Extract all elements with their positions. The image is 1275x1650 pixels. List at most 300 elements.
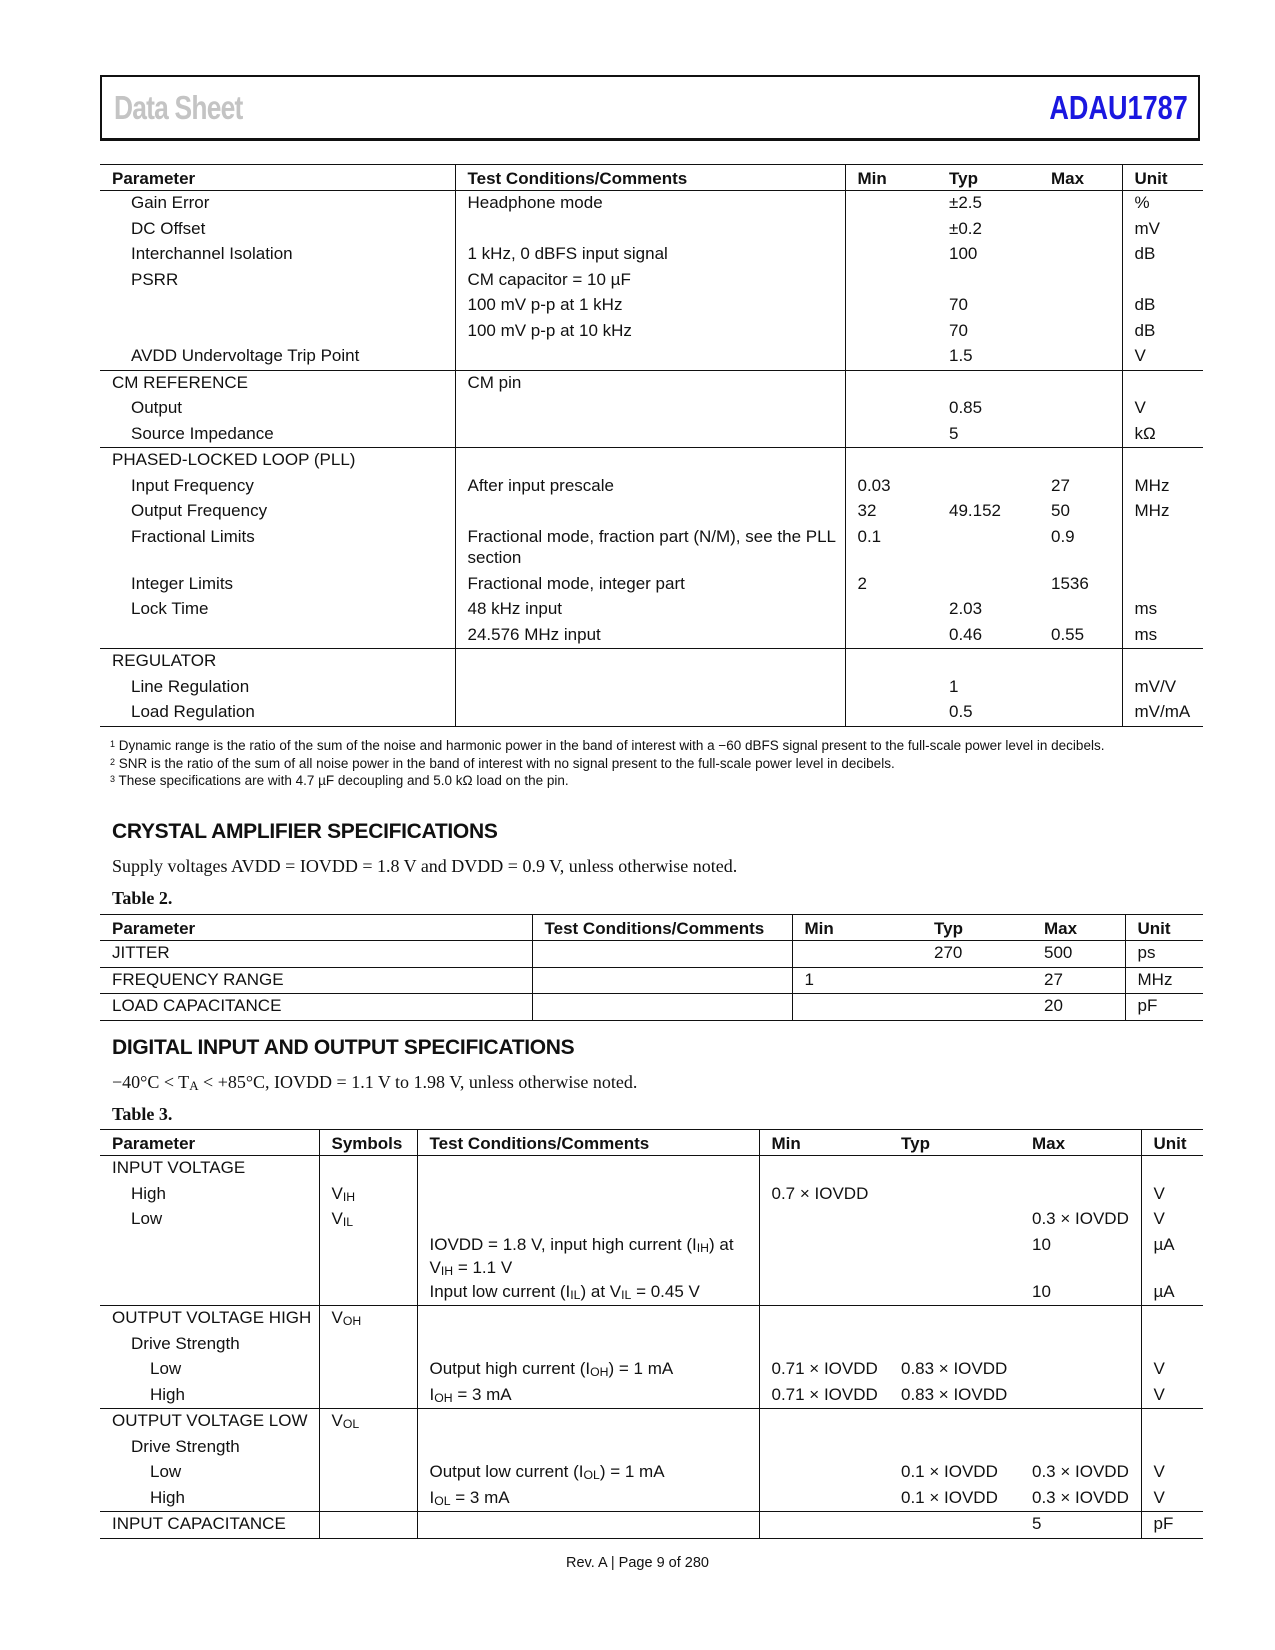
cond-cell (455, 422, 845, 448)
unit-cell: V (1141, 1486, 1203, 1512)
min-cell (845, 293, 937, 319)
footnote (110, 772, 1104, 790)
unit-cell: MHz (1122, 499, 1203, 525)
typ-cell (937, 448, 1039, 474)
min-cell: 0.71 × IOVDD (759, 1357, 889, 1383)
table-row (100, 474, 1203, 500)
max-cell: 0.3 × IOVDD (1032, 1462, 1129, 1481)
symbol-cell (319, 1460, 417, 1486)
unit-cell (1122, 525, 1203, 572)
max-cell: 0.3 × IOVDD (1032, 1487, 1129, 1507)
table-row (100, 525, 1203, 572)
symbol-cell (319, 1357, 417, 1383)
max-cell (1039, 370, 1122, 396)
unit-cell: ms (1122, 623, 1203, 649)
max-cell (1039, 217, 1122, 243)
typ-cell: 1 (949, 676, 959, 696)
max-cell: 0.55 (1051, 624, 1085, 644)
cond-subscript: OL (434, 1493, 451, 1508)
table-header-row (100, 165, 1203, 191)
cond-cell (417, 1486, 759, 1512)
unit-cell: µA (1141, 1233, 1203, 1280)
max-cell (1020, 1357, 1141, 1383)
cond-text: I (429, 1384, 435, 1404)
param-cell: Gain Error (131, 193, 210, 212)
col-header: Unit (1125, 915, 1203, 941)
col-header: Symbols (319, 1130, 417, 1156)
cond-cell (532, 941, 792, 968)
typ-cell: 70 (949, 295, 968, 314)
cond-cell (417, 1156, 759, 1182)
typ-cell (889, 1435, 1020, 1461)
param-cell: Low (131, 1209, 163, 1228)
text-subscript: A (189, 1078, 199, 1093)
min-cell (845, 448, 937, 474)
unit-cell: pF (1141, 1512, 1203, 1539)
max-cell (1039, 344, 1122, 370)
cond-cell: 100 mV p-p at 10 kHz (455, 319, 845, 345)
min-cell (759, 1156, 889, 1182)
unit-cell: ms (1122, 597, 1203, 623)
footnote-text: SNR is the ratio of the sum of all noise power in the band of interest with no signal present to the full-scale power level in decibels. (118, 755, 895, 771)
min-cell: 0.7 × IOVDD (759, 1182, 889, 1208)
cond-subscript: IH (440, 1263, 454, 1278)
param-cell: Output Frequency (131, 501, 268, 520)
param-cell: PHASED-LOCKED LOOP (PLL) (100, 448, 455, 474)
unit-cell: V (1122, 396, 1203, 422)
param-cell (100, 319, 455, 345)
min-cell (845, 370, 937, 396)
param-cell (100, 623, 455, 649)
unit-cell: V (1122, 344, 1203, 370)
param-cell: LOAD CAPACITANCE (100, 994, 532, 1021)
unit-cell: dB (1122, 293, 1203, 319)
cond-subscript: OH (434, 1390, 453, 1405)
cond-cell (417, 1306, 759, 1332)
symbol-cell (319, 1280, 417, 1306)
param-cell: Low (150, 1462, 182, 1481)
min-cell (845, 396, 937, 422)
cond-cell (455, 499, 845, 525)
cond-cell (417, 1435, 759, 1461)
min-cell (759, 1306, 889, 1332)
cond-cell: 48 kHz input (455, 597, 845, 623)
unit-cell (1141, 1332, 1203, 1358)
typ-cell (937, 572, 1039, 598)
typ-cell: 0.85 (949, 398, 983, 417)
param-cell: JITTER (100, 941, 532, 968)
param-cell: INPUT CAPACITANCE (100, 1512, 319, 1539)
typ-cell (889, 1306, 1020, 1332)
param-cell: Lock Time (131, 599, 209, 618)
cond-cell (532, 967, 792, 994)
cond-cell (455, 675, 845, 701)
cond-cell (417, 1233, 759, 1280)
table-row (100, 422, 1203, 448)
unit-cell: % (1122, 191, 1203, 217)
symbol-cell (319, 1182, 417, 1208)
symbol-main: V (331, 1183, 343, 1203)
min-cell (759, 1332, 889, 1358)
typ-cell (889, 1156, 1020, 1182)
min-cell: 0.71 × IOVDD (759, 1383, 889, 1409)
param-cell: High (131, 1183, 166, 1203)
cond-cell: Fractional mode, fraction part (N/M), see the PLL section (455, 525, 845, 572)
symbol-subscript: OH (342, 1314, 362, 1328)
cond-cell (417, 1512, 759, 1539)
typ-cell (937, 525, 1039, 572)
unit-cell: V (1141, 1357, 1203, 1383)
cond-subscript: OL (583, 1468, 600, 1482)
table-row (100, 344, 1203, 370)
table-row (100, 499, 1203, 525)
cond-cell: 24.576 MHz input (455, 623, 845, 649)
symbol-cell (319, 1486, 417, 1512)
symbol-cell (319, 1306, 417, 1332)
table-header-row (100, 1130, 1203, 1156)
typ-cell: 49.152 (949, 501, 1001, 520)
spec-table-2 (100, 914, 1203, 1021)
max-cell: 27 (1051, 475, 1070, 495)
cond-cell (417, 1460, 759, 1486)
typ-cell: ±2.5 (949, 193, 982, 212)
cond-text: = 3 mA (450, 1487, 510, 1507)
min-cell (845, 700, 937, 726)
col-header: Unit (1141, 1130, 1203, 1156)
typ-cell: 0.1 × IOVDD (901, 1487, 998, 1507)
typ-cell: 0.83 × IOVDD (901, 1384, 1008, 1404)
cond-text: V (429, 1257, 441, 1277)
param-cell: Drive Strength (131, 1436, 240, 1456)
text-part: < +85°C, IOVDD = 1.1 V to 1.98 V, unless otherwise noted. (198, 1072, 638, 1092)
param-cell: High (150, 1384, 185, 1404)
footnotes (110, 737, 1104, 790)
table-row (100, 1207, 1203, 1233)
symbol-cell (319, 1383, 417, 1409)
param-cell: FREQUENCY RANGE (100, 967, 532, 994)
footnote (110, 755, 1104, 773)
cond-text: IOVDD = 1.8 V, input high current (I (429, 1234, 697, 1254)
cond-cell (455, 448, 845, 474)
col-header: Typ (922, 915, 1032, 941)
symbol-cell (319, 1233, 417, 1280)
min-cell: 0.03 (845, 474, 937, 500)
param-cell (100, 1233, 319, 1280)
cond-cell: Fractional mode, integer part (455, 572, 845, 598)
typ-cell (922, 994, 1032, 1021)
spec-table-3 (100, 1129, 1203, 1539)
max-cell: 1536 (1051, 573, 1089, 593)
symbol-cell (319, 1332, 417, 1358)
page-header (100, 75, 1200, 141)
param-cell: AVDD Undervoltage Trip Point (131, 346, 360, 365)
unit-cell: mV/V (1122, 675, 1203, 701)
unit-cell (1122, 448, 1203, 474)
param-cell: INPUT VOLTAGE (112, 1158, 246, 1177)
table-row (100, 994, 1203, 1021)
min-cell (845, 217, 937, 243)
max-cell (1039, 396, 1122, 422)
cond-cell (417, 1207, 759, 1233)
typ-cell: 5 (949, 423, 959, 443)
max-cell (1020, 1156, 1141, 1182)
table-row (100, 396, 1203, 422)
col-header: Unit (1122, 165, 1203, 191)
header-doc-type: Data Sheet (114, 89, 243, 126)
table-label-2: Table 2. (112, 888, 173, 908)
unit-cell: mV (1122, 217, 1203, 243)
cond-text: Output high current (I (429, 1359, 591, 1378)
cond-text: = 0.45 V (631, 1281, 700, 1301)
min-cell (845, 623, 937, 649)
param-cell: REGULATOR (100, 649, 455, 675)
footnote (110, 737, 1104, 755)
cond-cell: CM pin (455, 370, 845, 396)
cond-cell: Headphone mode (455, 191, 845, 217)
min-cell: 32 (845, 499, 937, 525)
cond-subscript: OH (590, 1365, 609, 1379)
typ-cell: 70 (949, 320, 968, 340)
unit-cell (1141, 1435, 1203, 1461)
param-cell: Interchannel Isolation (131, 244, 293, 263)
cond-subscript: IL (621, 1287, 632, 1302)
unit-cell (1122, 370, 1203, 396)
min-cell (792, 941, 922, 968)
min-cell (759, 1435, 889, 1461)
max-cell (1020, 1306, 1141, 1332)
typ-cell (889, 1207, 1020, 1233)
max-cell: 10 (1032, 1234, 1051, 1254)
max-cell (1039, 597, 1122, 623)
min-cell (845, 597, 937, 623)
min-cell: 1 (792, 967, 922, 994)
max-cell (1039, 268, 1122, 294)
param-cell: OUTPUT VOLTAGE LOW (100, 1409, 319, 1435)
col-header: Typ (937, 165, 1039, 191)
cond-cell (417, 1383, 759, 1409)
col-header: Min (792, 915, 922, 941)
col-header: Parameter (100, 1130, 319, 1156)
max-cell (1039, 191, 1122, 217)
symbol-cell (319, 1435, 417, 1461)
min-cell (759, 1233, 889, 1280)
symbol-subscript: IH (342, 1189, 356, 1204)
table-row (100, 242, 1203, 268)
param-cell: Input Frequency (131, 475, 254, 495)
typ-cell: 2.03 (949, 599, 983, 618)
unit-cell: MHz (1125, 967, 1203, 994)
unit-cell: mV/mA (1122, 700, 1203, 726)
col-header: Min (759, 1130, 889, 1156)
cond-text: ) at (709, 1234, 734, 1254)
min-cell (792, 994, 922, 1021)
footnote-number: 1 (110, 739, 116, 749)
typ-cell: ±0.2 (949, 218, 982, 238)
cond-cell: After input prescale (455, 474, 845, 500)
unit-cell: V (1141, 1182, 1203, 1208)
min-cell (845, 675, 937, 701)
footnote-text: These specifications are with 4.7 µF decoupling and 5.0 kΩ load on the pin. (118, 773, 569, 788)
param-cell: Integer Limits (131, 573, 234, 593)
typ-cell (922, 967, 1032, 994)
symbol-cell (319, 1156, 417, 1182)
cond-text: ) = 1 mA (608, 1359, 674, 1378)
typ-cell (889, 1280, 1020, 1306)
cond-cell: 100 mV p-p at 1 kHz (455, 293, 845, 319)
unit-cell: V (1141, 1460, 1203, 1486)
cond-text: Input low current (I (429, 1281, 571, 1301)
unit-cell: MHz (1122, 474, 1203, 500)
min-cell (845, 319, 937, 345)
table-row (100, 1332, 1203, 1358)
symbol-cell (319, 1512, 417, 1539)
cond-subscript: IL (570, 1287, 581, 1302)
unit-cell (1122, 268, 1203, 294)
table-row (100, 1233, 1203, 1280)
cond-cell (417, 1357, 759, 1383)
max-cell: 500 (1032, 941, 1125, 968)
typ-cell (937, 370, 1039, 396)
max-cell (1039, 700, 1122, 726)
col-header: Test Conditions/Comments (417, 1130, 759, 1156)
max-cell: 5 (1020, 1512, 1141, 1539)
max-cell (1039, 675, 1122, 701)
max-cell: 50 (1051, 501, 1070, 520)
table-row (100, 1156, 1203, 1182)
cond-text: ) = 1 mA (599, 1462, 665, 1481)
cond-subscript: IH (696, 1240, 710, 1255)
table-row (100, 1306, 1203, 1332)
table-label-3: Table 3. (112, 1104, 173, 1124)
cond-cell (532, 994, 792, 1021)
footnote-text: Dynamic range is the ratio of the sum of the noise and harmonic power in the band of interest with a −60 dBFS signal present to the full-scale power level in decibels. (118, 738, 1105, 753)
unit-cell: V (1141, 1383, 1203, 1409)
symbol-cell (319, 1409, 417, 1435)
table-header-row (100, 915, 1203, 941)
section-heading-crystal: CRYSTAL AMPLIFIER SPECIFICATIONS (112, 820, 498, 843)
cond-cell (455, 344, 845, 370)
typ-cell: 0.83 × IOVDD (901, 1359, 1008, 1378)
col-header: Parameter (100, 915, 532, 941)
param-cell (100, 293, 455, 319)
max-cell (1039, 422, 1122, 448)
table-row (100, 1512, 1203, 1539)
max-cell (1020, 1182, 1141, 1208)
table-row (100, 1409, 1203, 1435)
table-row (100, 448, 1203, 474)
col-header: Max (1032, 915, 1125, 941)
min-cell (759, 1409, 889, 1435)
page-footer: Rev. A | Page 9 of 280 (566, 1555, 709, 1571)
table-row (100, 370, 1203, 396)
typ-cell: 0.46 (949, 624, 983, 644)
table-row (100, 675, 1203, 701)
table-row (100, 572, 1203, 598)
max-cell (1020, 1383, 1141, 1409)
param-cell: PSRR (131, 269, 179, 289)
cond-cell (455, 396, 845, 422)
cond-cell (455, 649, 845, 675)
param-cell: Output (131, 398, 183, 417)
min-cell (759, 1512, 889, 1539)
unit-cell: ps (1125, 941, 1203, 968)
table-row (100, 1383, 1203, 1409)
table-row (100, 597, 1203, 623)
cond-cell: CM capacitor = 10 µF (455, 268, 845, 294)
col-header: Parameter (100, 165, 455, 191)
typ-cell (889, 1182, 1020, 1208)
min-cell (759, 1207, 889, 1233)
max-cell (1020, 1409, 1141, 1435)
section-text-digital (112, 1072, 637, 1093)
min-cell (845, 422, 937, 448)
typ-cell: 0.5 (937, 700, 1039, 726)
table-row (100, 967, 1203, 994)
max-cell: 20 (1032, 994, 1125, 1021)
cond-cell (417, 1182, 759, 1208)
min-cell (845, 344, 937, 370)
table-row (100, 268, 1203, 294)
max-cell: 0.3 × IOVDD (1032, 1209, 1129, 1228)
symbol-subscript: OL (342, 1417, 360, 1431)
col-header: Min (845, 165, 937, 191)
typ-cell: 270 (922, 941, 1032, 968)
param-cell: High (150, 1487, 185, 1507)
col-header: Test Conditions/Comments (532, 915, 792, 941)
unit-cell: dB (1122, 242, 1203, 268)
table-row (100, 217, 1203, 243)
symbol-main: V (331, 1411, 343, 1430)
unit-cell: V (1141, 1207, 1203, 1233)
param-cell: Fractional Limits (131, 526, 255, 546)
table-row (100, 293, 1203, 319)
table-row (100, 319, 1203, 345)
unit-cell: pF (1125, 994, 1203, 1021)
symbol-main: V (331, 1209, 343, 1228)
symbol-subscript: IL (342, 1215, 354, 1229)
unit-cell (1122, 572, 1203, 598)
param-cell: CM REFERENCE (100, 370, 455, 396)
max-cell (1039, 649, 1122, 675)
cond-cell (455, 217, 845, 243)
param-cell: Line Regulation (131, 676, 250, 696)
min-cell (759, 1486, 889, 1512)
table-row (100, 941, 1203, 968)
max-cell: 0.9 (1051, 526, 1075, 546)
table-row (100, 1357, 1203, 1383)
typ-cell: 1.5 (949, 346, 973, 365)
unit-cell (1141, 1156, 1203, 1182)
unit-cell (1141, 1306, 1203, 1332)
header-part-number: ADAU1787 (1049, 89, 1188, 126)
unit-cell: µA (1141, 1280, 1203, 1306)
table-row (100, 1486, 1203, 1512)
min-cell: 0.1 (845, 525, 937, 572)
unit-cell (1122, 649, 1203, 675)
typ-cell (937, 474, 1039, 500)
min-cell (759, 1460, 889, 1486)
cond-text: = 3 mA (452, 1384, 512, 1404)
cond-cell (455, 700, 845, 726)
table-row (100, 623, 1203, 649)
cond-text: ) at V (580, 1281, 622, 1301)
cond-text: I (429, 1487, 435, 1507)
max-cell (1039, 242, 1122, 268)
unit-cell: dB (1122, 319, 1203, 345)
section-heading-digital: DIGITAL INPUT AND OUTPUT SPECIFICATIONS (112, 1036, 575, 1059)
table-row (100, 700, 1203, 726)
typ-cell: 0.1 × IOVDD (901, 1462, 998, 1481)
